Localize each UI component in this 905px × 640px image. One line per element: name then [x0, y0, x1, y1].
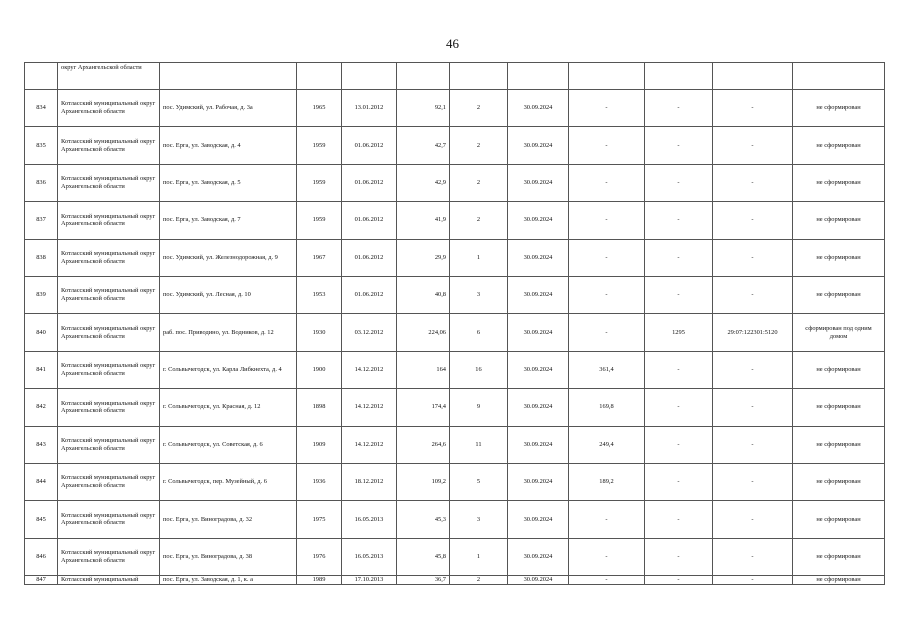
cell-status: не сформирован [793, 127, 885, 164]
cell-area: 42,9 [397, 164, 450, 201]
table-row [25, 239, 885, 276]
cell-address: пос. Ерга, ул. Заводская, д. 4 [160, 127, 297, 164]
cell-number: 847 [25, 576, 58, 585]
cell-col9: - [569, 276, 645, 313]
table-row [25, 501, 885, 538]
cell-col11: - [713, 127, 793, 164]
cell-address: пос. Удимский, ул. Лесная, д. 10 [160, 276, 297, 313]
cell-number: 840 [25, 314, 58, 351]
cell-number: 834 [25, 90, 58, 127]
cell-status: не сформирован [793, 501, 885, 538]
cell-municipality: Котласский муниципальный округ Архангельской области [58, 276, 160, 313]
cell-empty [569, 63, 645, 90]
cell-year: 1975 [297, 501, 342, 538]
cell-col9: - [569, 501, 645, 538]
cell-report-date: 30.09.2024 [508, 463, 569, 500]
cell-col10: - [645, 576, 713, 585]
continuation-row [25, 63, 885, 90]
cell-col11: - [713, 239, 793, 276]
cell-year: 1967 [297, 239, 342, 276]
cell-col11: 29:07:122301:5120 [713, 314, 793, 351]
cell-date: 16.05.2013 [342, 538, 397, 575]
table-row [25, 127, 885, 164]
cell-empty [342, 63, 397, 90]
cell-count: 2 [450, 127, 508, 164]
table-row [25, 426, 885, 463]
cell-date: 18.12.2012 [342, 463, 397, 500]
cell-status: сформирован под одним домом [793, 314, 885, 351]
cell-count: 6 [450, 314, 508, 351]
cell-count: 2 [450, 164, 508, 201]
table-row [25, 90, 885, 127]
cell-empty [793, 63, 885, 90]
cell-municipality: Котласский муниципальный округ Архангельской области [58, 239, 160, 276]
cell-col10: - [645, 202, 713, 239]
cell-status: не сформирован [793, 576, 885, 585]
cell-col9: 169,8 [569, 389, 645, 426]
cell-count: 2 [450, 202, 508, 239]
cell-date: 17.10.2013 [342, 576, 397, 585]
cell-col10: - [645, 276, 713, 313]
cell-year: 1909 [297, 426, 342, 463]
cell-col9: 361,4 [569, 351, 645, 388]
cell-status: не сформирован [793, 276, 885, 313]
cell-col10: - [645, 426, 713, 463]
table-row [25, 164, 885, 201]
cell-address: пос. Ерга, ул. Заводская, д. 5 [160, 164, 297, 201]
cell-number [25, 63, 58, 90]
cell-year: 1953 [297, 276, 342, 313]
cell-date: 14.12.2012 [342, 351, 397, 388]
cell-number: 845 [25, 501, 58, 538]
cell-municipality: Котласский муниципальный округ Архангельской области [58, 164, 160, 201]
cell-report-date: 30.09.2024 [508, 202, 569, 239]
cell-report-date: 30.09.2024 [508, 239, 569, 276]
cell-report-date: 30.09.2024 [508, 90, 569, 127]
cell-col11: - [713, 202, 793, 239]
cell-col11: - [713, 164, 793, 201]
cell-municipality: Котласский муниципальный округ Архангельской области [58, 538, 160, 575]
cell-area: 109,2 [397, 463, 450, 500]
cell-report-date: 30.09.2024 [508, 276, 569, 313]
cell-area: 264,6 [397, 426, 450, 463]
cell-address: г. Сольвычегодск, ул. Карла Либкнехта, д. 4 [160, 351, 297, 388]
cell-col10: - [645, 538, 713, 575]
cell-col11: - [713, 463, 793, 500]
cell-col11: - [713, 90, 793, 127]
cell-address: пос. Ерга, ул. Заводская, д. 7 [160, 202, 297, 239]
cell-empty [297, 63, 342, 90]
cell-count: 16 [450, 351, 508, 388]
cell-number: 835 [25, 127, 58, 164]
cell-year: 1900 [297, 351, 342, 388]
cell-area: 36,7 [397, 576, 450, 585]
cell-year: 1965 [297, 90, 342, 127]
cell-col10: - [645, 90, 713, 127]
cell-report-date: 30.09.2024 [508, 351, 569, 388]
cell-col10: - [645, 351, 713, 388]
cell-col9: - [569, 202, 645, 239]
cell-number: 836 [25, 164, 58, 201]
cell-empty [397, 63, 450, 90]
cell-col11: - [713, 576, 793, 585]
cell-year: 1976 [297, 538, 342, 575]
cell-area: 41,9 [397, 202, 450, 239]
cell-report-date: 30.09.2024 [508, 127, 569, 164]
cell-year: 1989 [297, 576, 342, 585]
cell-report-date: 30.09.2024 [508, 389, 569, 426]
cell-empty [450, 63, 508, 90]
table-row [25, 351, 885, 388]
cell-status: не сформирован [793, 389, 885, 426]
cell-report-date: 30.09.2024 [508, 426, 569, 463]
cell-count: 1 [450, 239, 508, 276]
cell-col11: - [713, 426, 793, 463]
cell-col11: - [713, 351, 793, 388]
cell-report-date: 30.09.2024 [508, 314, 569, 351]
cell-address: пос. Ерга, ул. Виноградова, д. 32 [160, 501, 297, 538]
cell-address: пос. Ерга, ул. Заводская, д. 1, к. а [160, 576, 297, 585]
cell-year: 1930 [297, 314, 342, 351]
cell-municipality: Котласский муниципальный округ Архангельской области [58, 463, 160, 500]
cell-number: 846 [25, 538, 58, 575]
cell-col10: - [645, 389, 713, 426]
table-row [25, 314, 885, 351]
table-row [25, 276, 885, 313]
cell-area: 45,3 [397, 501, 450, 538]
cell-empty [713, 63, 793, 90]
cell-address: пос. Удимский, ул. Рабочая, д. 3а [160, 90, 297, 127]
cell-date: 13.01.2012 [342, 90, 397, 127]
cell-report-date: 30.09.2024 [508, 501, 569, 538]
cell-col10: - [645, 501, 713, 538]
table-row [25, 463, 885, 500]
cell-empty [508, 63, 569, 90]
cell-col9: - [569, 127, 645, 164]
cell-empty [645, 63, 713, 90]
cell-count: 2 [450, 90, 508, 127]
cell-col11: - [713, 538, 793, 575]
cell-col11: - [713, 501, 793, 538]
cell-count: 5 [450, 463, 508, 500]
cell-date: 16.05.2013 [342, 501, 397, 538]
cell-municipality: Котласский муниципальный округ Архангельской области [58, 127, 160, 164]
cell-address: пос. Удимский, ул. Железнодорожная, д. 9 [160, 239, 297, 276]
cell-address: г. Сольвычегодск, пер. Музейный, д. 6 [160, 463, 297, 500]
cell-date: 14.12.2012 [342, 426, 397, 463]
cell-number: 842 [25, 389, 58, 426]
cell-date: 01.06.2012 [342, 202, 397, 239]
cell-empty [160, 63, 297, 90]
cell-number: 841 [25, 351, 58, 388]
cell-report-date: 30.09.2024 [508, 576, 569, 585]
cell-col11: - [713, 389, 793, 426]
cell-address: г. Сольвычегодск, ул. Советская, д. 6 [160, 426, 297, 463]
cell-col9: 189,2 [569, 463, 645, 500]
cell-date: 14.12.2012 [342, 389, 397, 426]
cell-municipality: округ Архангельской области [58, 63, 160, 90]
cell-date: 01.06.2012 [342, 127, 397, 164]
cell-status: не сформирован [793, 351, 885, 388]
cell-count: 2 [450, 576, 508, 585]
cell-status: не сформирован [793, 202, 885, 239]
cell-municipality: Котласский муниципальный округ Архангельской области [58, 501, 160, 538]
cell-col9: - [569, 314, 645, 351]
cell-count: 1 [450, 538, 508, 575]
cell-year: 1898 [297, 389, 342, 426]
cell-area: 164 [397, 351, 450, 388]
cell-area: 42,7 [397, 127, 450, 164]
cell-area: 174,4 [397, 389, 450, 426]
cell-year: 1959 [297, 202, 342, 239]
cell-year: 1936 [297, 463, 342, 500]
cell-municipality: Котласский муниципальный округ Архангельской области [58, 426, 160, 463]
cell-date: 01.06.2012 [342, 164, 397, 201]
cell-address: пос. Ерга, ул. Виноградова, д. 38 [160, 538, 297, 575]
cell-col9: - [569, 576, 645, 585]
cell-col11: - [713, 276, 793, 313]
cell-col9: 249,4 [569, 426, 645, 463]
cell-count: 3 [450, 501, 508, 538]
table-row [25, 389, 885, 426]
cell-municipality: Котласский муниципальный округ Архангельской области [58, 314, 160, 351]
housing-registry-table [24, 62, 885, 585]
cell-status: не сформирован [793, 463, 885, 500]
cell-date: 01.06.2012 [342, 239, 397, 276]
table-row [25, 576, 885, 585]
cell-area: 45,8 [397, 538, 450, 575]
cell-number: 843 [25, 426, 58, 463]
cell-col10: - [645, 239, 713, 276]
cell-col10: - [645, 463, 713, 500]
cell-col9: - [569, 90, 645, 127]
cell-number: 844 [25, 463, 58, 500]
cell-status: не сформирован [793, 538, 885, 575]
table-body [25, 63, 885, 585]
cell-date: 03.12.2012 [342, 314, 397, 351]
cell-number: 837 [25, 202, 58, 239]
table-row [25, 538, 885, 575]
cell-status: не сформирован [793, 239, 885, 276]
cell-year: 1959 [297, 127, 342, 164]
cell-municipality: Котласский муниципальный округ Архангельской области [58, 90, 160, 127]
page-number: 46 [446, 36, 459, 51]
cell-municipality: Котласский муниципальный округ Архангельской области [58, 389, 160, 426]
cell-address: раб. пос. Приводино, ул. Водников, д. 12 [160, 314, 297, 351]
cell-col10: - [645, 127, 713, 164]
cell-municipality: Котласский муниципальный округ Архангельской области [58, 202, 160, 239]
cell-report-date: 30.09.2024 [508, 164, 569, 201]
cell-col9: - [569, 164, 645, 201]
cell-area: 40,8 [397, 276, 450, 313]
cell-col10: 1295 [645, 314, 713, 351]
cell-number: 838 [25, 239, 58, 276]
cell-status: не сформирован [793, 164, 885, 201]
cell-address: г. Сольвычегодск, ул. Красная, д. 12 [160, 389, 297, 426]
cell-report-date: 30.09.2024 [508, 538, 569, 575]
cell-number: 839 [25, 276, 58, 313]
cell-date: 01.06.2012 [342, 276, 397, 313]
cell-count: 9 [450, 389, 508, 426]
cell-count: 3 [450, 276, 508, 313]
cell-col9: - [569, 239, 645, 276]
table-row [25, 202, 885, 239]
cell-area: 224,06 [397, 314, 450, 351]
cell-year: 1959 [297, 164, 342, 201]
cell-area: 92,1 [397, 90, 450, 127]
cell-status: не сформирован [793, 426, 885, 463]
cell-status: не сформирован [793, 90, 885, 127]
cell-count: 11 [450, 426, 508, 463]
cell-municipality: Котласский муниципальный [58, 576, 160, 585]
cell-col10: - [645, 164, 713, 201]
cell-municipality: Котласский муниципальный округ Архангельской области [58, 351, 160, 388]
cell-area: 29,9 [397, 239, 450, 276]
cell-col9: - [569, 538, 645, 575]
